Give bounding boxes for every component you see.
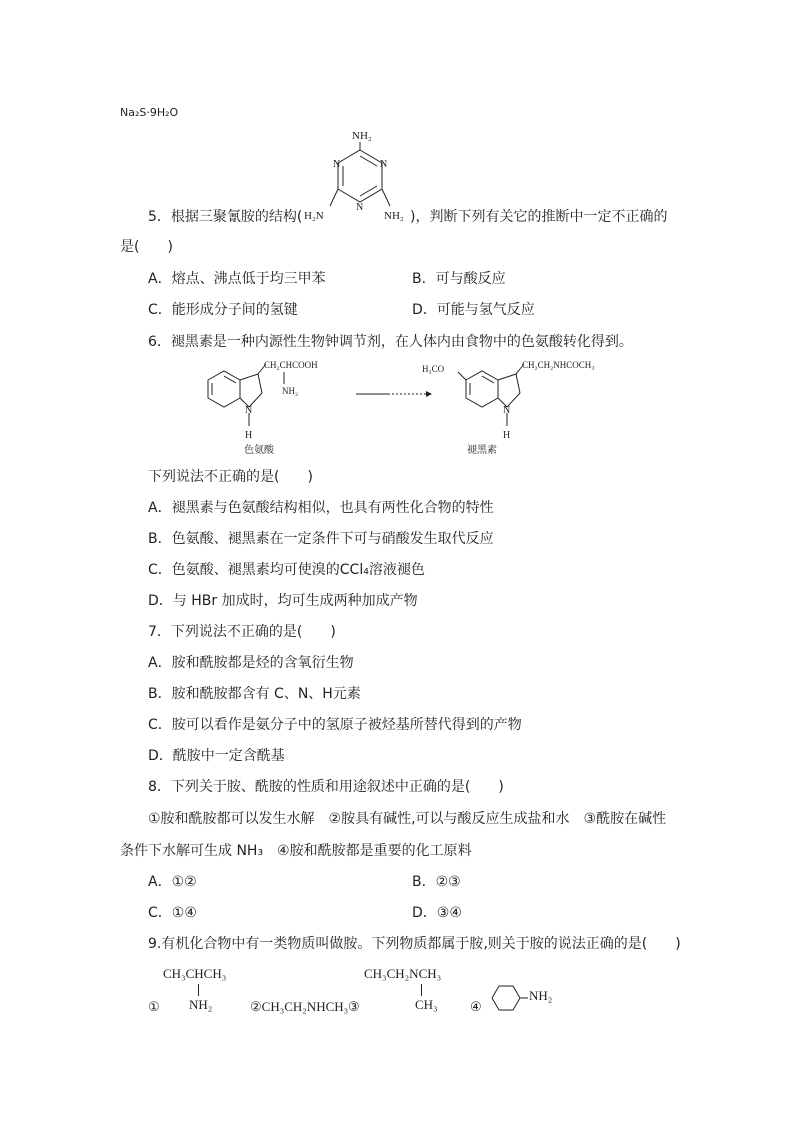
melatonin-h: H — [503, 430, 511, 441]
q8-option-d: D．③④ — [412, 905, 462, 921]
q8-stem: 8．下列关于胺、酰胺的性质和用途叙述中正确的是( ) — [148, 779, 504, 795]
melatonin-side-chain: CH₂CH₂NHCOCH₃ — [522, 360, 595, 370]
q7-option-a: A．胺和酰胺都是烃的含氧衍生物 — [148, 655, 354, 671]
compound-1-chain: CH₃CHCH₃ — [163, 966, 227, 981]
q8-body-line2: 条件下水解可生成 NH₃ ④胺和酰胺都是重要的化工原料 — [120, 843, 472, 859]
q6-option-a: A．褪黑素与色氨酸结构相似，也具有两性化合物的特性 — [148, 500, 494, 516]
melatonin-name: 褪黑素 — [467, 445, 497, 456]
melamine-ring-n: N — [333, 159, 341, 170]
q8-option-b: B．②③ — [412, 874, 461, 890]
melamine-left-nh2: H₂N — [304, 210, 324, 222]
q8-option-c: C．①④ — [148, 905, 197, 921]
q7-stem: 7．下列说法不正确的是( ) — [148, 624, 336, 640]
benzene-ring-icon — [486, 981, 530, 1015]
melatonin-methoxy: H₃CO — [422, 364, 445, 374]
q6-option-c: C．色氨酸、褪黑素均可使溴的CCl₄溶液褪色 — [148, 562, 425, 578]
tryptophan-n: N — [245, 405, 253, 416]
q6-option-b: B．色氨酸、褪黑素在一定条件下可与硝酸发生取代反应 — [148, 531, 494, 547]
compound-2: ②CH₃CH₂NHCH₃ — [250, 999, 349, 1014]
q8-option-a: A．①② — [148, 874, 197, 890]
tryptophan-name: 色氨酸 — [244, 445, 274, 456]
q5-option-c: C．能形成分子间的氢键 — [148, 302, 298, 318]
q7-option-d: D．酰胺中一定含酰基 — [148, 748, 285, 764]
header-formula: Na₂S·9H₂O — [120, 106, 179, 119]
melamine-ring-n: N — [356, 202, 364, 213]
compound-1-nh2: NH₂ — [189, 997, 213, 1012]
melamine-structure — [300, 126, 420, 236]
melamine-ring-n: N — [380, 159, 388, 170]
melatonin-n: N — [503, 405, 511, 416]
q9-stem: 9.有机化合物中有一类物质叫做胺。下列物质都属于胺,则关于胺的说法正确的是( ) — [148, 936, 681, 952]
q6-question: 下列说法不正确的是( ) — [148, 469, 313, 485]
q8-body-line1: ①胺和酰胺都可以发生水解 ②胺具有碱性,可以与酸反应生成盐和水 ③酰胺在碱性 — [148, 811, 667, 827]
melamine-right-nh2: NH₂ — [384, 210, 404, 222]
tryptophan-nh2: NH₂ — [282, 386, 299, 396]
melamine-top-nh2: NH₂ — [352, 130, 372, 142]
q5-option-a: A．熔点、沸点低于均三甲苯 — [148, 271, 326, 287]
q5-option-d: D．可能与氢气反应 — [412, 302, 535, 318]
compound-4-nh2: NH₂ — [529, 988, 553, 1003]
melatonin-structure — [420, 358, 610, 458]
compound-4-number: ④ — [470, 999, 482, 1014]
q5-option-b: B．可与酸反应 — [412, 271, 506, 287]
compound-3-bond — [421, 984, 422, 996]
q7-option-c: C．胺可以看作是氨分子中的氢原子被烃基所替代得到的产物 — [148, 717, 522, 733]
q5-stem-part1: 5．根据三聚氰胺的结构( — [148, 209, 303, 225]
q6-option-d: D．与 HBr 加成时，均可生成两种加成产物 — [148, 593, 418, 609]
compound-1-number: ① — [148, 999, 160, 1014]
compound-3-chain: CH₃CH₂NCH₃ — [364, 966, 442, 981]
q7-option-b: B．胺和酰胺都含有 C、N、H元素 — [148, 686, 361, 702]
q5-stem-part2: )，判断下列有关它的推断中一定不正确的 — [410, 209, 668, 225]
tryptophan-h: H — [245, 430, 253, 441]
tryptophan-side-chain: CH₂CHCOOH — [264, 360, 318, 370]
q5-stem-line2: 是( ) — [120, 239, 173, 255]
q6-stem: 6．褪黑素是一种内源性生物钟调节剂，在人体内由食物中的色氨酸转化得到。 — [148, 334, 633, 350]
compound-3-number: ③ — [348, 999, 360, 1014]
compound-3-ch3: CH₃ — [415, 997, 438, 1012]
compound-1-bond — [198, 984, 199, 996]
